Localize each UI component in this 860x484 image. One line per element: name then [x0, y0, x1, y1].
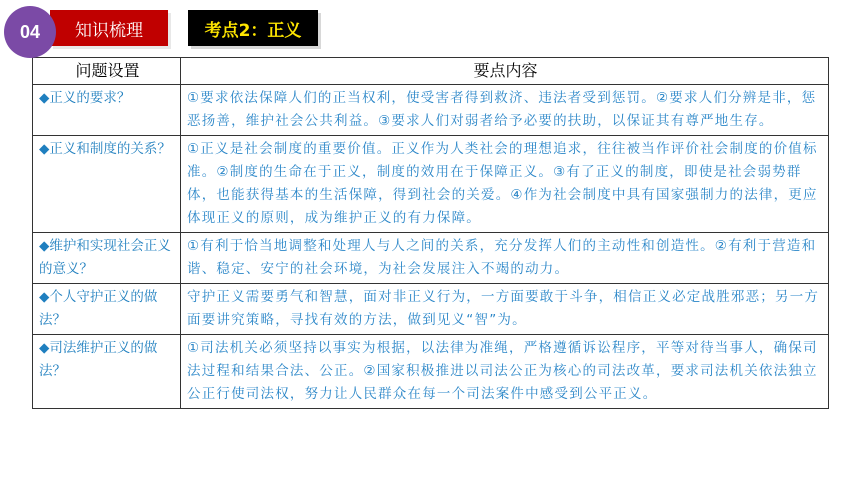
table-header-row: [33, 58, 829, 85]
section-number-badge: 04: [4, 6, 56, 58]
table-row: [33, 284, 829, 335]
summary-table: [32, 57, 829, 409]
header-question: 问题设置: [33, 58, 181, 85]
answer-cell: 守护正义需要勇气和智慧，面对非正义行为，一方面要敢于斗争，相信正义必定战胜邪恶；另一方面要讲究策略，寻找有效的方法，做到见义“智”为。: [181, 284, 829, 335]
answer-cell: ①正义是社会制度的重要价值。正义作为人类社会的理想追求，往往被当作评价社会制度的价值标准。②制度的生命在于正义，制度的效用在于保障正义。③有了正义的制度，即使是社会弱势群体，也能获得基本的生活保障，得到社会的关爱。④作为社会制度中具有国家强制力的法律，更应体现正义的原则，成为维护正义的有力保障。: [181, 136, 829, 233]
answer-cell: ①有利于恰当地调整和处理人与人之间的关系，充分发挥人们的主动性和创造性。②有利于营造和谐、稳定、安宁的社会环境，为社会发展注入不竭的动力。: [181, 233, 829, 284]
table-row: [33, 233, 829, 284]
table-row: [33, 136, 829, 233]
table-row: [33, 85, 829, 136]
question-cell: ◆正义和制度的关系？: [33, 136, 181, 233]
question-cell: ◆正义的要求？: [33, 85, 181, 136]
question-cell: ◆维护和实现社会正义的意义？: [33, 233, 181, 284]
section-title: 知识梳理: [50, 10, 168, 46]
header-content: 要点内容: [181, 58, 829, 85]
answer-cell: ①司法机关必须坚持以事实为根据，以法律为准绳，严格遵循诉讼程序，平等对待当事人，确保司法过程和结果合法、公正。②国家积极推进以司法公正为核心的司法改革，要求司法机关依法独立公正行使司法权，努力让人民群众在每一个司法案件中感受到公平正义。: [181, 335, 829, 409]
topic-title: 考点2：正义: [188, 10, 318, 46]
question-cell: ◆个人守护正义的做法？: [33, 284, 181, 335]
table-row: [33, 335, 829, 409]
answer-cell: ①要求依法保障人们的正当权利，使受害者得到救济、违法者受到惩罚。②要求人们分辨是非，惩恶扬善，维护社会公共利益。③要求人们对弱者给予必要的扶助，以保证其有尊严地生存。: [181, 85, 829, 136]
question-cell: ◆司法维护正义的做法？: [33, 335, 181, 409]
